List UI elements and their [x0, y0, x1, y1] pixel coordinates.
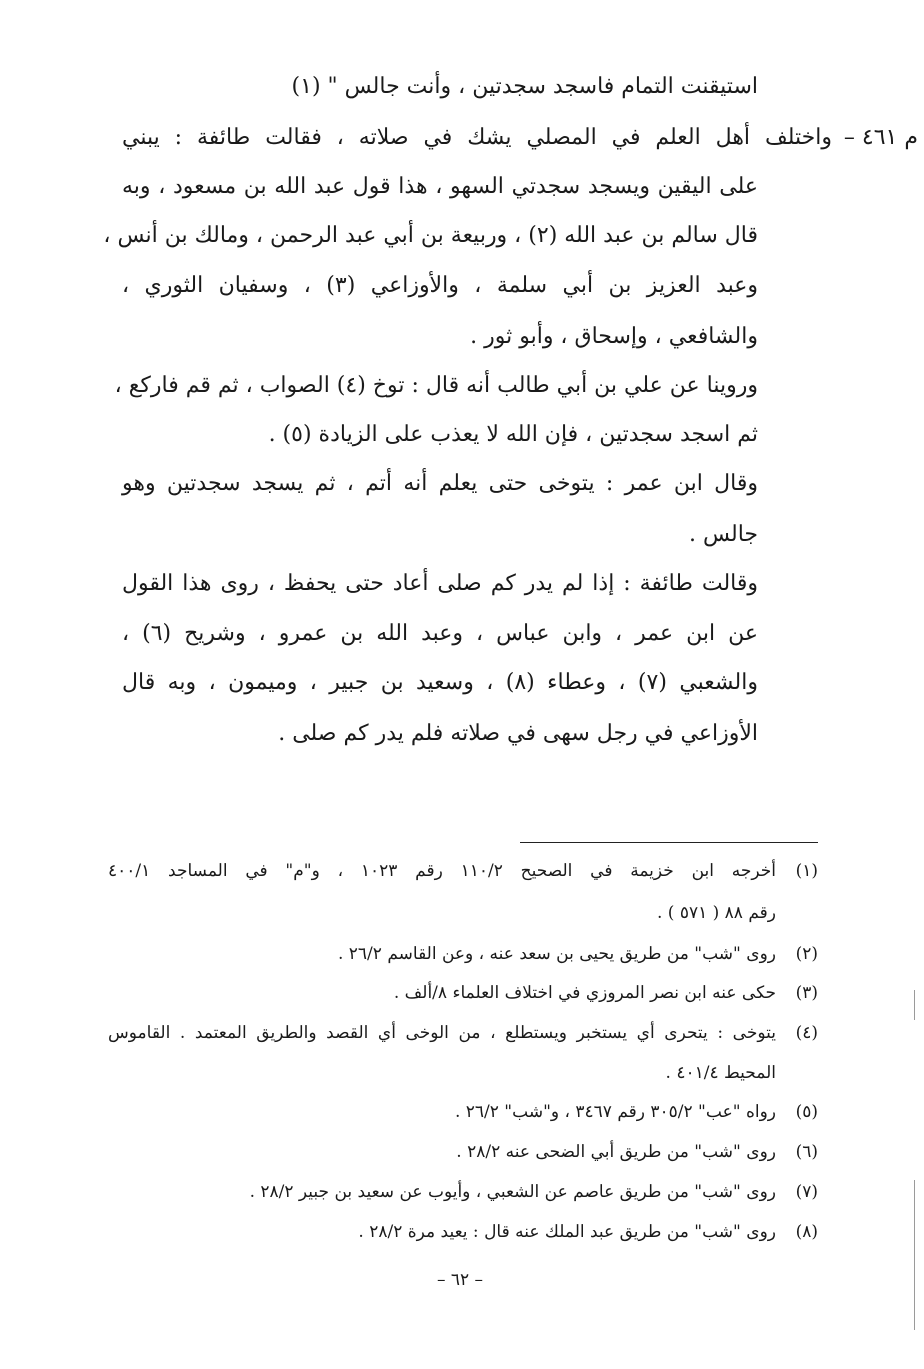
body-line: على اليقين ويسجد سجدتي السهو ، هذا قول عبد الله بن مسعود ، وبه [122, 174, 758, 199]
body-line: استيقنت التمام فاسجد سجدتين ، وأنت جالس " (١) [291, 74, 758, 99]
body-line: واختلف أهل العلم في المصلي يشك في صلاته ، فقالت طائفة : يبني [122, 125, 832, 150]
body-line: ثم اسجد سجدتين ، فإن الله لا يعذب على الزيادة (٥) . [268, 422, 758, 447]
entry-marker: م ٤٦١ – [843, 125, 918, 150]
footnote-text: روى "شب" من طريق يحيى بن سعد عنه ، وعن القاسم ٢٦/٢ . [337, 944, 776, 964]
body-line: عن ابن عمر ، وابن عباس ، وعبد الله بن عمرو ، وشريح (٦) ، [122, 621, 758, 646]
footnote-text: المحيط ٤٠١/٤ . [665, 1063, 776, 1083]
footnote-number: (٤) [795, 1023, 818, 1043]
footnote-text: روى "شب" من طريق أبي الضحى عنه ٢٨/٢ . [456, 1142, 776, 1162]
body-line: والشافعي ، وإسحاق ، وأبو ثور . [470, 324, 758, 349]
footnote-text: رقم ٨٨ ( ٥٧١ ) . [656, 903, 776, 923]
footnote-text: حكى عنه ابن نصر المروزي في اختلاف العلماء ٨/ألف . [393, 983, 776, 1003]
footnote-number: (٧) [795, 1182, 818, 1202]
footnote-number: (٨) [795, 1222, 818, 1242]
scan-edge-mark [914, 990, 915, 1020]
footnote-text: يتوخى : يتحرى أي يستخبر ويستطلع ، من الوخى أي القصد والطريق المعتمد . القاموس [108, 1023, 776, 1043]
page-number: – ٦٢ – [436, 1270, 484, 1290]
footnote-number: (٢) [795, 944, 818, 964]
body-line: الأوزاعي في رجل سهى في صلاته فلم يدر كم صلى . [278, 721, 758, 746]
body-line: وروينا عن علي بن أبي طالب أنه قال : توخ (٤) الصواب ، ثم قم فاركع ، [114, 373, 758, 398]
body-line: جالس . [688, 522, 758, 547]
footnote-text: روى "شب" من طريق عاصم عن الشعبي ، وأيوب عن سعيد بن جبير ٢٨/٢ . [249, 1182, 776, 1202]
footnote-number: (٥) [795, 1102, 818, 1122]
scan-edge-mark [914, 1180, 915, 1330]
footnote-separator [520, 842, 818, 843]
body-line: وعبد العزيز بن أبي سلمة ، والأوزاعي (٣) ، وسفيان الثوري ، [122, 273, 759, 298]
body-line: وقال ابن عمر : يتوخى حتى يعلم أنه أتم ، ثم يسجد سجدتين وهو [122, 471, 758, 496]
footnote-number: (٣) [795, 983, 818, 1003]
footnote-number: (١) [795, 861, 818, 881]
body-line: قال سالم بن عبد الله (٢) ، وربيعة بن أبي عبد الرحمن ، ومالك بن أنس ، [103, 223, 758, 248]
body-line: والشعبي (٧) ، وعطاء (٨) ، وسعيد بن جبير ، وميمون ، وبه قال [122, 670, 758, 695]
footnote-text: روى "شب" من طريق عبد الملك عنه قال : يعيد مرة ٢٨/٢ . [358, 1222, 776, 1242]
footnote-text: رواه "عب" ٣٠٥/٢ رقم ٣٤٦٧ ، و"شب" ٢٦/٢ . [454, 1102, 776, 1122]
footnote-number: (٦) [795, 1142, 818, 1162]
body-line: وقالت طائفة : إذا لم يدر كم صلى أعاد حتى يحفظ ، روى هذا القول [122, 571, 758, 596]
footnote-text: أخرجه ابن خزيمة في الصحيح ١١٠/٢ رقم ١٠٢٣ ، و"م" في المساجد ٤٠٠/١ [108, 861, 776, 881]
